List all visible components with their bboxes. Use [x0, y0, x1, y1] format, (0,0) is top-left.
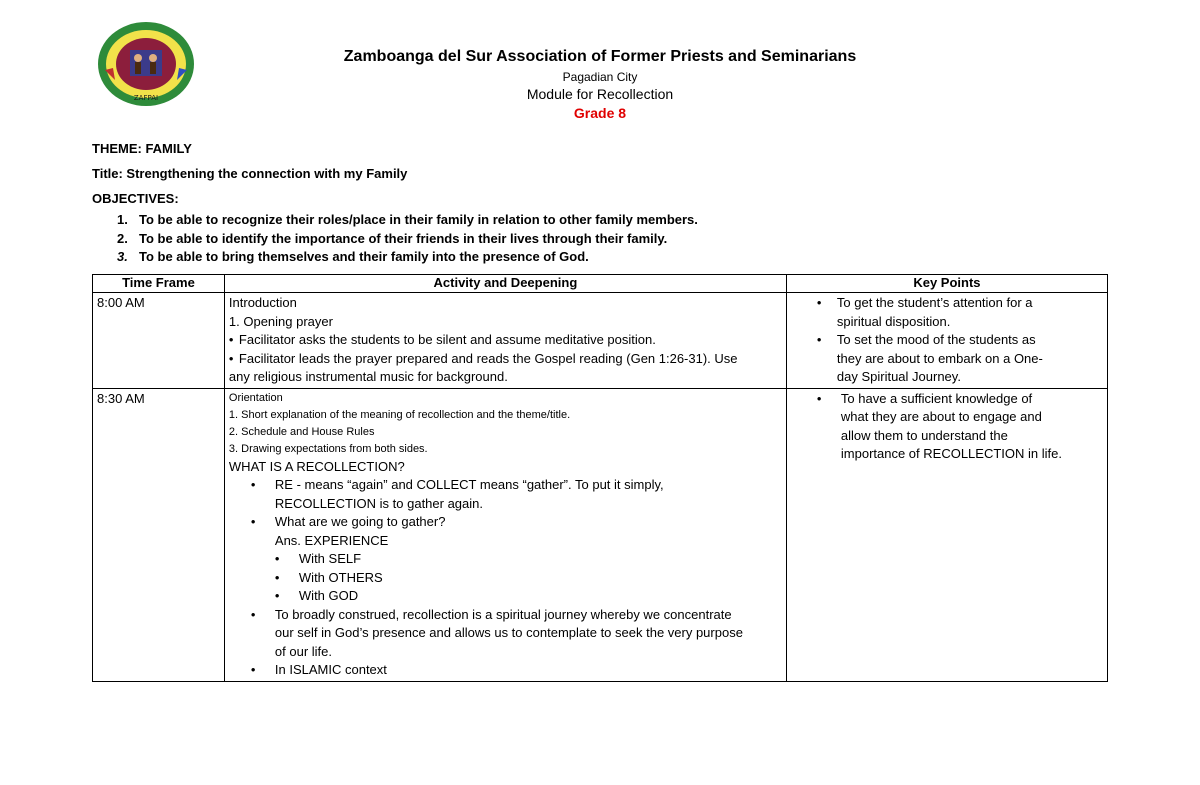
list-item: • RE - means “again” and COLLECT means “gather”. To put it simply, RECOLLECTION is to gather again.: [250, 477, 664, 511]
table-header-row: [93, 275, 1108, 293]
header-activity: Activity and Deepening: [224, 275, 786, 293]
header-time-frame: Time Frame: [93, 275, 225, 293]
keypoints-cell: [786, 293, 1107, 389]
bullet-icon: •: [250, 606, 256, 622]
time-cell: 8:30 AM: [93, 388, 225, 681]
bullet-icon: •: [250, 662, 256, 677]
list-item: • With GOD: [275, 587, 782, 606]
experience-sublist: [275, 550, 782, 606]
module-title: Module for Recollection: [526, 86, 674, 102]
activity-cell: Introduction 1. Opening prayer • Facilitator asks the students to be silent and assume meditative position. • Facilitator leads the prayer prepared and reads the Gospel reading (Gen 1:26-31). Use any religious instrumental music for background.: [224, 293, 786, 389]
bullet-icon: •: [250, 514, 256, 529]
list-item: • With SELF: [275, 550, 782, 569]
bullet-icon: •: [228, 350, 234, 366]
keypoint-item: • To have a sufficient knowledge of what they are about to engage and allow them to understand the importance of RECOLLECTION in life.: [816, 390, 1062, 461]
title-line: Title: Strengthening the connection with my Family: [92, 166, 408, 181]
bullet-icon: •: [816, 295, 822, 310]
keypoint-item: • To get the student’s attention for a spiritual disposition.: [816, 295, 1033, 329]
bullet-icon: •: [228, 332, 234, 347]
recollection-list: [229, 476, 782, 680]
bullet-icon: •: [816, 332, 822, 347]
objectives-list: [117, 211, 698, 267]
objectives-heading: OBJECTIVES:: [92, 191, 179, 206]
theme-line: THEME: FAMILY: [92, 141, 192, 156]
keypoint-item: • To set the mood of the students as they are about to embark on a One- day Spiritual Journey.: [816, 332, 1043, 384]
schedule-table: [92, 274, 1108, 682]
logo-ring-text: ZAFPAI: [133, 94, 159, 102]
header-key-points: Key Points: [786, 275, 1107, 293]
activity-cell: Orientation 1. Short explanation of the meaning of recollection and the theme/title. 2. Schedule and House Rules 3. Drawing expectations from both sides. WHAT IS A RECOLLECTION? • RE - means “again” and COLLECT means “gather”. To put it simply, RECOLLECTION is to gather again. • What are we going to gather? Ans. EXPERIENCE • With SELF • With OTHERS • With GOD • To broadly construed, recollection is a spiritual journey whereby we concentrate our self in God’s presence and allows us to contemplate to seek the very purpose of our life. • In ISLAMIC context: [224, 388, 786, 681]
association-logo: [95, 20, 197, 110]
list-item: • With OTHERS: [275, 569, 782, 588]
time-cell: 8:00 AM: [93, 293, 225, 389]
bullet-icon: •: [816, 390, 822, 406]
list-item: • What are we going to gather? Ans. EXPERIENCE • With SELF • With OTHERS • With GOD: [251, 513, 782, 606]
objective-item: 1. To be able to recognize their roles/place in their family in relation to other family members.: [117, 212, 698, 227]
section-question: WHAT IS A RECOLLECTION?: [228, 458, 405, 474]
grade-label: Grade 8: [573, 105, 627, 121]
keypoints-cell: [786, 388, 1107, 681]
city-subtitle: Pagadian City: [562, 70, 638, 84]
organization-title: Zamboanga del Sur Association of Former Priests and Seminarians: [343, 48, 857, 65]
objective-item: 3. To be able to bring themselves and their family into the presence of God.: [117, 249, 589, 264]
bullet-icon: •: [274, 569, 280, 585]
list-item: • To broadly construed, recollection is a spiritual journey whereby we concentrate our self in God’s presence and allows us to contemplate to seek the very purpose of our life.: [250, 606, 743, 659]
table-row: [93, 388, 1108, 681]
bullet-icon: •: [274, 588, 280, 603]
bullet-icon: •: [274, 551, 280, 566]
list-item: • In ISLAMIC context: [251, 661, 782, 680]
bullet-icon: •: [250, 477, 256, 492]
table-row: [93, 293, 1108, 389]
objective-item: 2. To be able to identify the importance of their friends in their lives through their family.: [117, 230, 668, 246]
